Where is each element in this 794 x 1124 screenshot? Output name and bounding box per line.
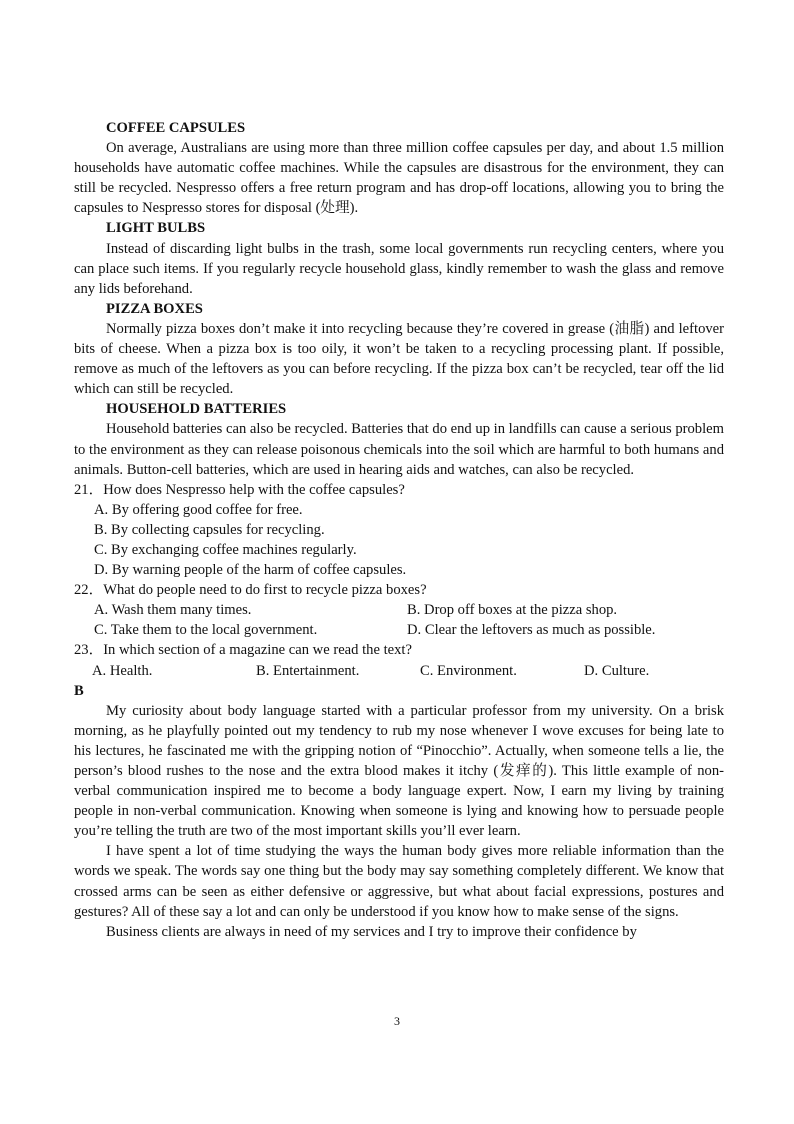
option-row [74, 620, 724, 640]
option-row [74, 661, 724, 681]
option-c: C. Environment. [420, 662, 517, 679]
section-b-paragraph-2: I have spent a lot of time studying the ways the human body gives more reliable information than the words we speak. The words say one thing but the body may say something completely different. We know that crossed arms can be seen as either defensive or aggressive, but what about facial expressions, postures and gestures? All of these say a lot and can only be understood if you know how to make sense of the signs. [74, 843, 724, 920]
question-23 [74, 640, 724, 680]
option-a: A. By offering good coffee for free. [94, 501, 303, 518]
option-a: A. Wash them many times. [94, 602, 252, 619]
option-a: A. Health. [92, 662, 153, 679]
option-c: C. By exchanging coffee machines regularly. [94, 541, 357, 558]
batteries-paragraph: Household batteries can also be recycled. Batteries that do end up in landfills can cause a serious problem to the environment as they can release poisonous chemicals into the soil which are harmful to both humans and animals. Button-cell batteries, which are used in hearing aids and watches, can also be recycled. [74, 421, 724, 478]
section-b-paragraph-1: My curiosity about body language started with a particular professor from my university. On a brisk morning, as he playfully pointed out my tendency to rub my nose whenever I wove excuses for being late to his lectures, he fascinated me with the gripping notion of “Pinocchio”. Actually, when someone tells a lie, the person’s blood rushes to the nose and the extra blood makes it itchy (发痒的). This little example of non-verbal communication inspired me to become a body language expert. Now, I earn my living by training people in non-verbal communication. Knowing when someone is lying and knowing how to persuade people you’re telling the truth are two of the most important skills you’ll ever learn. [74, 702, 724, 840]
question-21 [74, 480, 724, 580]
option-row [74, 600, 724, 620]
option-b: B. By collecting capsules for recycling. [94, 521, 325, 538]
question-stem: 22．What do people need to do first to recycle pizza boxes? [74, 582, 427, 599]
option-d: D. Culture. [584, 662, 650, 679]
option-b: B. Drop off boxes at the pizza shop. [407, 602, 618, 619]
coffee-heading: COFFEE CAPSULES [106, 120, 246, 136]
page-content [74, 118, 724, 942]
option-b: B. Entertainment. [256, 662, 360, 679]
question-stem: 21．How does Nespresso help with the coffee capsules? [74, 481, 405, 498]
question-22 [74, 580, 724, 640]
option-c: C. Take them to the local government. [94, 622, 318, 639]
coffee-paragraph: On average, Australians are using more than three million coffee capsules per day, and about 1.5 million households have automatic coffee machines. While the capsules are disastrous for the environment, they can still be recycled. Nespresso offers a free return program and has drop-off locations, allowing you to bring the capsules to Nespresso stores for disposal (处理). [74, 140, 724, 217]
option-d: D. By warning people of the harm of coffee capsules. [94, 562, 407, 579]
question-stem: 23．In which section of a magazine can we read the text? [74, 642, 412, 659]
bulbs-paragraph: Instead of discarding light bulbs in the trash, some local governments run recycling centers, where you can place such items. If you regularly recycle household glass, kindly remember to wash the glass and remove any lids beforehand. [74, 240, 724, 297]
batteries-heading: HOUSEHOLD BATTERIES [106, 401, 287, 418]
bulbs-heading: LIGHT BULBS [106, 220, 206, 237]
section-b-title: B [74, 682, 84, 699]
option-d: D. Clear the leftovers as much as possible. [407, 622, 656, 639]
section-b-paragraph-3: Business clients are always in need of my services and I try to improve their confidence by [106, 923, 637, 940]
page-number: 3 [394, 1014, 400, 1028]
pizza-heading: PIZZA BOXES [106, 300, 203, 317]
pizza-paragraph: Normally pizza boxes don’t make it into recycling because they’re covered in grease (油脂) and leftover bits of cheese. When a pizza box is too oily, it won’t be taken to a recycling processing plant. If possible, remove as much of the leftovers as you can before recycling. If the pizza box can’t be recycled, tear off the lid which can still be recycled. [74, 320, 724, 398]
